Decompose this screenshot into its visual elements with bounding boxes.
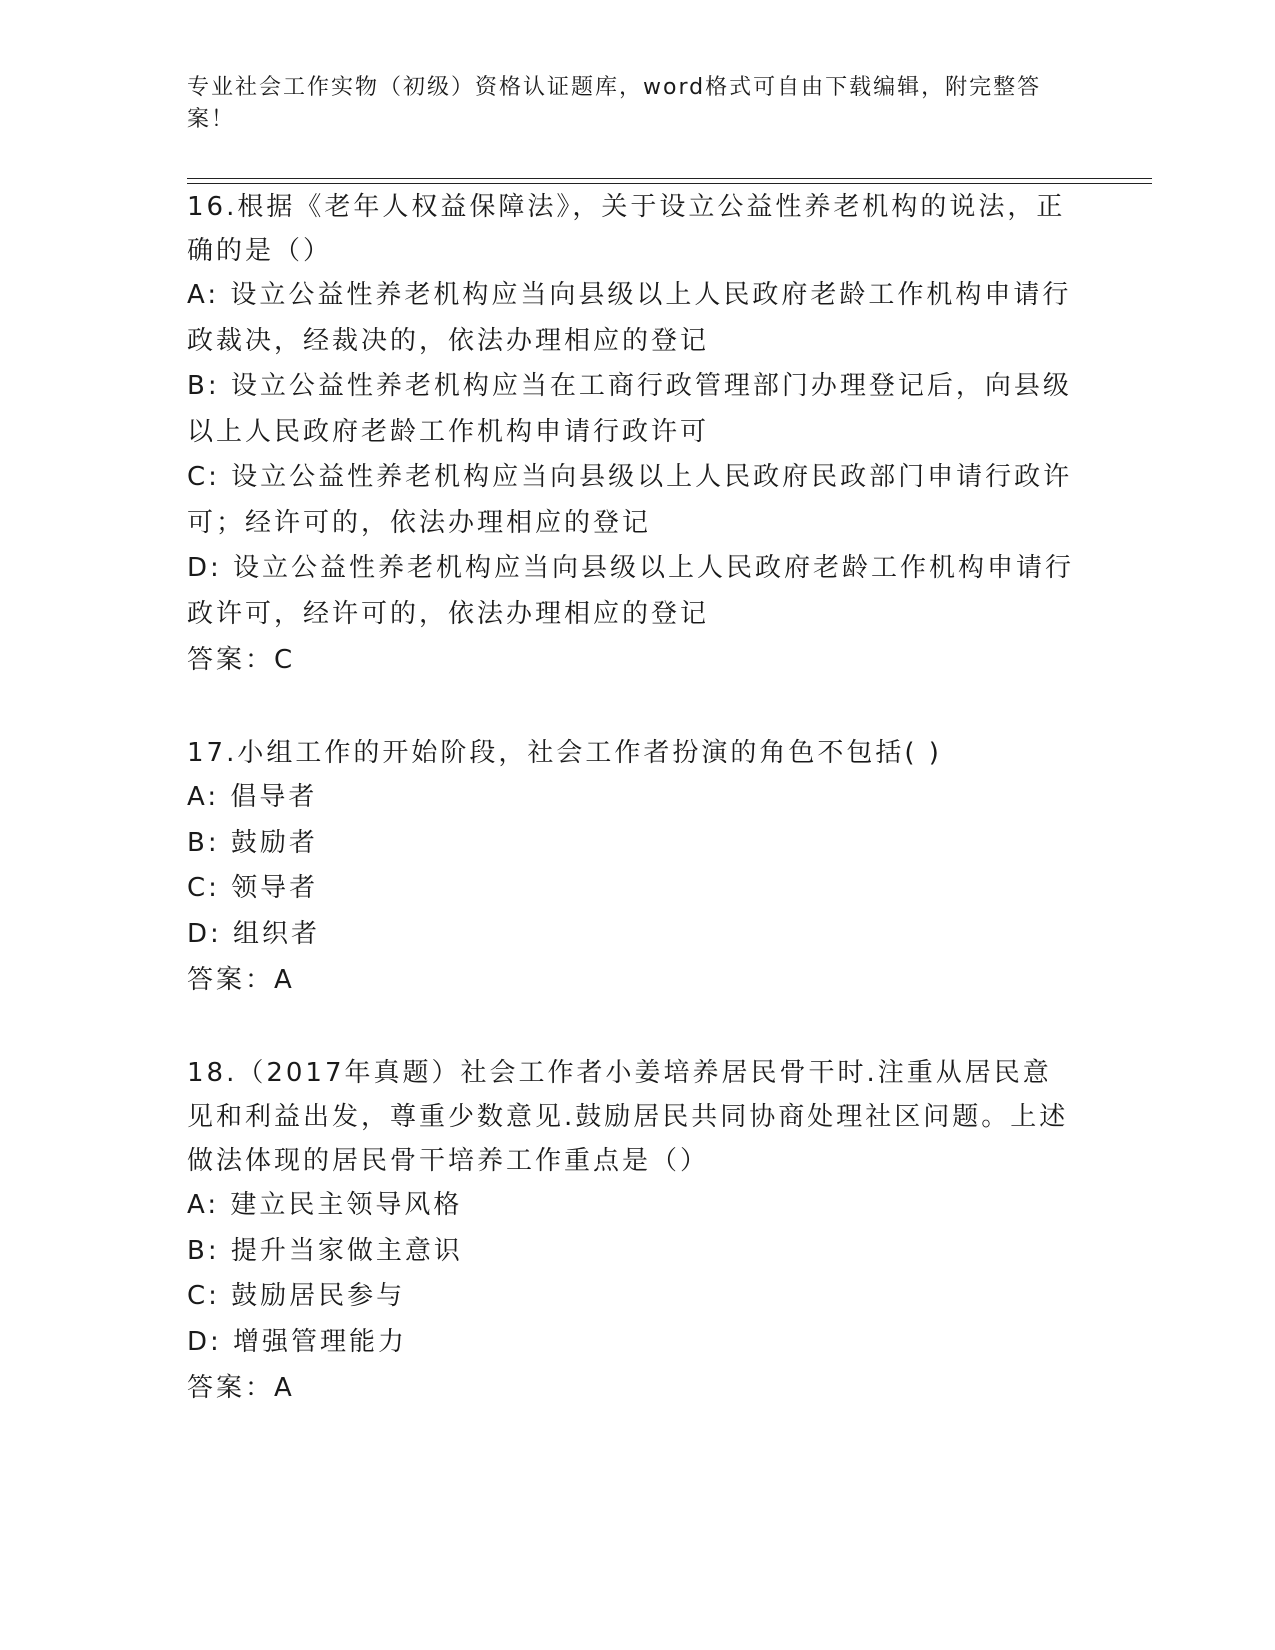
option-d: D: 设立公益性养老机构应当向县级以上人民政府老龄工作机构申请行政许可，经许可的，依法办理相应的登记 xyxy=(187,553,1075,629)
question-18 xyxy=(187,1051,1077,1411)
option-a: A: 建立民主领导风格 xyxy=(187,1190,463,1220)
option-a: A: 设立公益性养老机构应当向县级以上人民政府老龄工作机构申请行政裁决，经裁决的，依法办理相应的登记 xyxy=(187,280,1072,356)
question-16 xyxy=(187,185,1077,683)
option-c: C: 领导者 xyxy=(187,873,319,903)
option-b: B: 提升当家做主意识 xyxy=(187,1235,463,1266)
question-text: 18.（2017年真题）社会工作者小姜培养居民骨干时.注重从居民意见和利益出发，尊重少数意见.鼓励居民共同协商处理社区问题。上述做法体现的居民骨干培养工作重点是（） xyxy=(187,1058,1069,1176)
option-a: A: 倡导者 xyxy=(187,782,318,812)
question-text: 17.小组工作的开始阶段，社会工作者扮演的角色不包括( ) xyxy=(187,738,942,768)
header-divider-bottom xyxy=(187,183,1152,184)
option-d: D: 组织者 xyxy=(187,918,321,949)
option-b: B: 鼓励者 xyxy=(187,827,318,858)
page-header: 专业社会工作实物（初级）资格认证题库，word格式可自由下载编辑，附完整答案！ xyxy=(187,75,1042,132)
question-text: 16.根据《老年人权益保障法》，关于设立公益性养老机构的说法，正确的是（） xyxy=(187,192,1066,266)
answer: 答案：A xyxy=(187,1373,295,1403)
header-divider-top xyxy=(187,178,1152,179)
question-17 xyxy=(187,731,1077,1003)
option-d: D: 增强管理能力 xyxy=(187,1326,408,1357)
answer: 答案：A xyxy=(187,965,295,995)
answer: 答案：C xyxy=(187,645,296,675)
option-b: B: 设立公益性养老机构应当在工商行政管理部门办理登记后，向县级以上人民政府老龄工作机构申请行政许可 xyxy=(187,371,1072,447)
option-c: C: 鼓励居民参与 xyxy=(187,1281,406,1311)
question-list xyxy=(187,185,1077,1411)
option-c: C: 设立公益性养老机构应当向县级以上人民政府民政部门申请行政许可；经许可的，依法办理相应的登记 xyxy=(187,462,1073,538)
